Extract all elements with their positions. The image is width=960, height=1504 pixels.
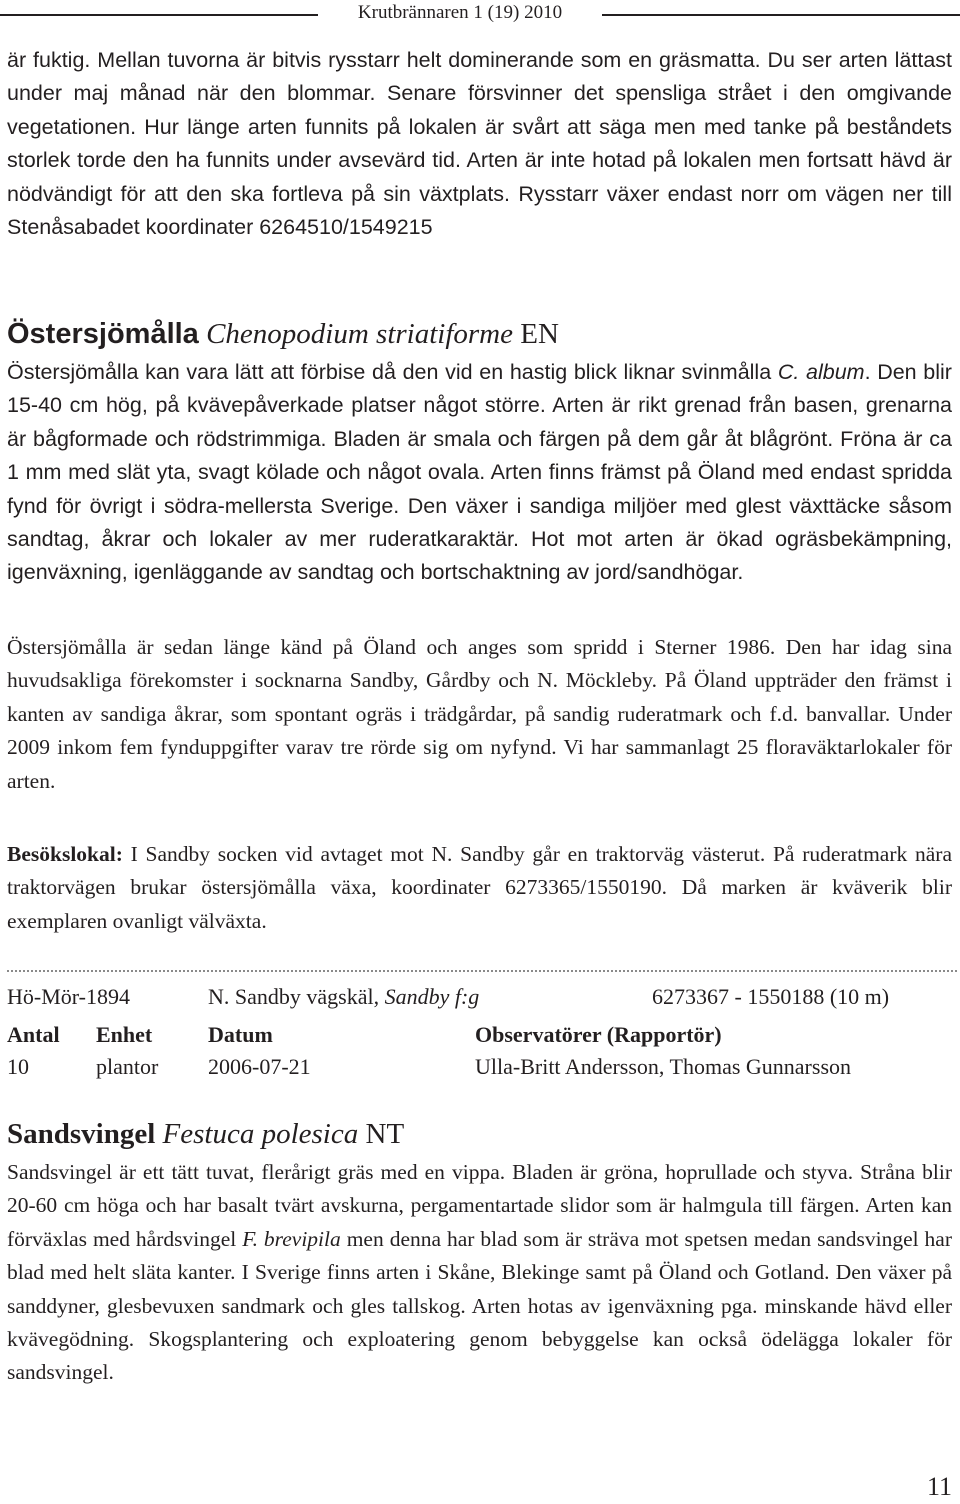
visit-site-text: I Sandby socken vid avtaget mot N. Sandby går en traktorväg västerut. På ruderatmark nära traktorvägen brukar östersjömålla växa, koordinater 6273365/1550190. Då marken är kväverik blir exemplaren ovanligt välväxta. xyxy=(7,842,952,933)
cell-date: 2006-07-21 xyxy=(208,1054,311,1079)
species-common-name: Sandsvingel xyxy=(7,1118,156,1150)
species-latin-name: Chenopodium striatiforme xyxy=(206,318,513,350)
latin-abbreviation: C. album xyxy=(777,360,865,384)
record-coordinates: 6273367 - 1550188 (10 m) xyxy=(652,984,890,1009)
species-description xyxy=(7,1156,952,1390)
column-header-observers: Observatörer (Rapportör) xyxy=(475,1022,722,1047)
description-text: Sandsvingel är ett tätt tuvat, flerårigt gräs med en vippa. Bladen är gröna, hoprullade och styva. Stråna blir 20-60 cm höga och har basalt tvärt avskurna, pergamentartade slidor som är halmgula till färgen. Arten kan förväxlas med hårdsvingel xyxy=(7,1160,952,1251)
header-rule-left xyxy=(0,14,318,16)
record-parish: Sandby f:g xyxy=(384,984,480,1009)
description-text-rest: men denna har blad som är sträva mot spetsen medan sandsvingel har blad med helt släta kanter. I Sverige finns arten i Skåne, Blekinge samt på Öland och Gotland. Den växer på sanddyner, glesbevuxen sandmark och gles tallskog. Arten hotas av igenväxning pga. minskande hävd eller kvävegödning. Skogsplantering och exploatering genom bebyggelse kan också ödelägga lokaler för sandsvingel. xyxy=(7,1226,953,1385)
species-latin-name: Festuca polesica xyxy=(162,1118,359,1150)
species-common-name: Östersjömålla xyxy=(7,318,199,350)
visit-site-label: Besökslokal: xyxy=(7,842,123,866)
cell-count: 10 xyxy=(7,1054,29,1079)
intro-text: är fuktig. Mellan tuvorna är bitvis rysstarr helt dominerande som en gräsmatta. Du ser arten lättast under maj månad när den blommar. Senare försvinner det spensliga strået i den omgivande vegetationen. Hur länge arten funnits på lokalen är svårt att säga men med tanke på beståndets storlek torde den ha funnits under avsevärd tid. Arten är inte hotad på lokalen men fortsatt hävd är nödvändigt för att den ska fortleva på sin växtplats. xyxy=(7,48,952,206)
record-id: Hö-Mör-1894 xyxy=(7,984,130,1009)
description-text-rest: . Den blir 15-40 cm hög, på kvävepåverkade platser något större. Arten är rikt grenad från basen, grenarna är bågformade och rödstrimmiga. Bladen är smala och färgen på dem går åt blågrönt. Fröna är ca 1 mm med slät yta, svagt kölade och något ovala. Arten finns främst på Öland med endast spridda fynd för övrigt i södra-mellersta Sverige. Den växer i sandiga miljöer med glest växttäcke såsom sandtag, åkrar och lokaler av mer ruderatkaraktär. Hot mot arten är ökad ogräsbekämpning, igenväxning, igenläggande av sandtag och bortschaktning av jord/sandhögar. xyxy=(7,360,952,585)
redlist-status: NT xyxy=(365,1118,405,1150)
cell-observers: Ulla-Britt Andersson, Thomas Gunnarsson xyxy=(475,1054,852,1079)
record-place: N. Sandby vägskäl, xyxy=(208,984,380,1009)
species-heading-ostersjomalla xyxy=(7,318,559,351)
journal-title: Krutbrännaren 1 (19) 2010 xyxy=(357,2,563,23)
species-heading-sandsvingel xyxy=(7,1118,404,1151)
running-header xyxy=(0,0,960,32)
intro-text-coordinates: Rysstarr växer endast norr om vägen ner till Stenåsabadet koordinater 6264510/1549215 xyxy=(7,181,952,240)
page-number: 11 xyxy=(926,1472,952,1501)
column-header-count: Antal xyxy=(7,1022,60,1047)
description-text: Östersjömålla kan vara lätt att förbise då den vid en hastig blick liknar svinmålla xyxy=(7,360,772,384)
distribution-paragraph: Östersjömålla är sedan länge känd på Öland och anges som spridd i Sterner 1986. Den har idag sina huvudsakliga förekomster i socknarna Sandby, Gårdby och N. Möckleby. På Öland uppträder den främst i kanten av sandiga åkrar, som spontant ogräs i trädgårdar, på sandig ruderatmark och f.d. banvallar. Under 2009 inkom fem fynduppgifter varav tre rörde sig om nyfynd. Vi har sammanlagt 25 floraväktarlokaler för arten. xyxy=(7,635,952,793)
header-rule-right xyxy=(602,14,960,16)
cell-unit: plantor xyxy=(96,1054,159,1079)
redlist-status: EN xyxy=(520,318,559,350)
record-locality xyxy=(208,984,479,1016)
latin-comparison-species: F. brevipila xyxy=(242,1226,341,1251)
visit-site-paragraph xyxy=(7,838,952,938)
dotted-divider xyxy=(7,970,957,972)
species-description xyxy=(7,356,952,590)
column-header-unit: Enhet xyxy=(96,1022,153,1047)
intro-paragraph xyxy=(7,44,952,244)
column-header-date: Datum xyxy=(208,1022,273,1047)
